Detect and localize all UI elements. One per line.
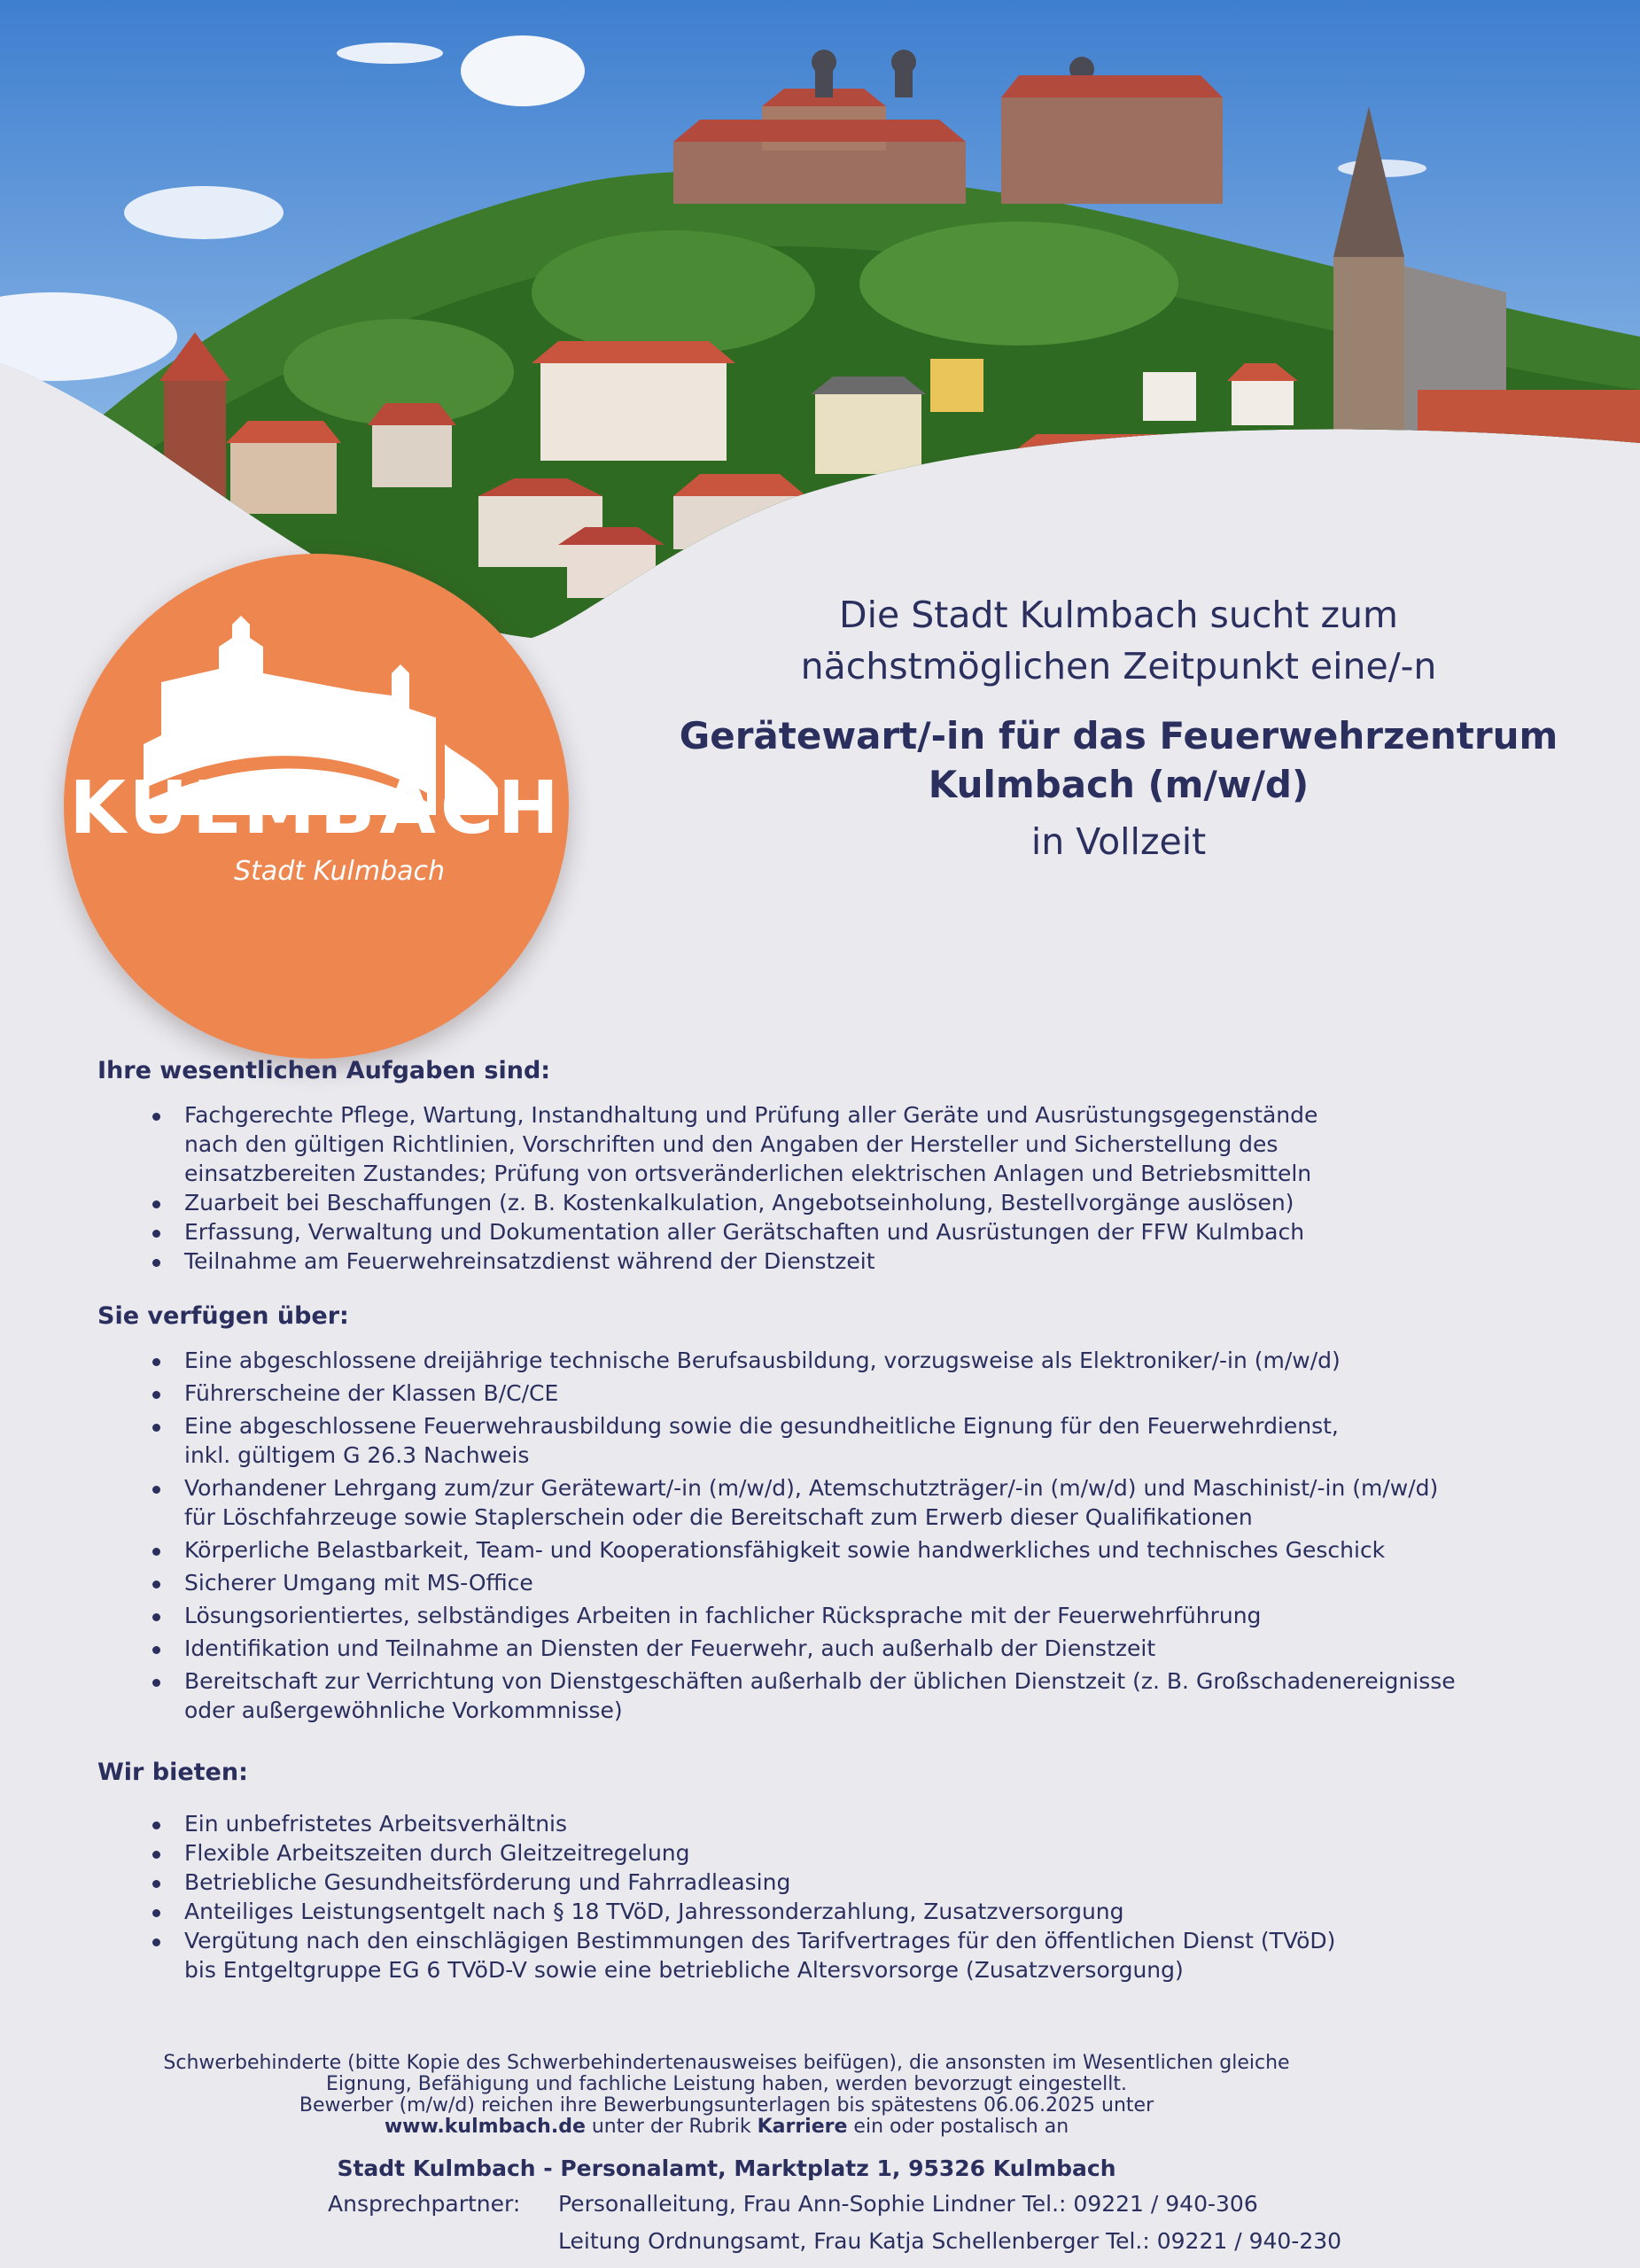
kulmbach-logo [64,554,569,1059]
contact-label: Ansprechpartner: [328,2190,521,2217]
website-link[interactable]: www.kulmbach.de [384,2116,586,2138]
bullet-icon [152,1851,160,1859]
list-item [97,1535,1586,1565]
footer-line-4-mid: unter der Rubrik [585,2116,758,2138]
footer-notice [124,2053,1329,2181]
list-item [97,1411,1586,1470]
bullet-icon [152,1259,160,1267]
list-item-line: Lösungsorientiertes, selbständiges Arbeiten in fachlicher Rücksprache mit der Feuerwehrführung [184,1603,1262,1628]
contact-2: Leitung Ordnungsamt, Frau Katja Schellenberger Tel.: 09221 / 940-230 [558,2227,1342,2254]
bullet-icon [152,1909,160,1917]
footer-line-1: Schwerbehinderte (bitte Kopie des Schwerbehindertenausweises beifügen), die ansonsten im Wesentlichen gleiche [163,2052,1290,2074]
bullet-icon [152,1424,160,1432]
list-item-line: oder außergewöhnliche Vorkommnisse) [184,1697,623,1723]
section-tasks [97,1057,1586,1276]
list-item [97,1379,1586,1408]
bullet-icon [152,1113,160,1121]
list-item-line: für Löschfahrzeuge sowie Staplerschein oder die Bereitschaft zum Erwerb dieser Qualifikationen [184,1504,1253,1530]
bullet-icon [152,1880,160,1888]
bullet-icon [152,1486,160,1494]
list-item-line: einsatzbereiten Zustandes; Prüfung von ortsveränderlichen elektrischen Anlagen und Betriebsmitteln [184,1161,1312,1186]
bullet-icon [152,1821,160,1829]
list-item-line: inkl. gültigem G 26.3 Nachweis [184,1442,530,1468]
section-offers [97,1759,1586,1984]
list-item-line: Vorhandener Lehrgang zum/zur Gerätewart/-in (m/w/d), Atemschutzträger/-in (m/w/d) und Maschinist/-in (m/w/d) [184,1475,1439,1501]
list-item-line: Anteiliges Leistungsentgelt nach § 18 TVöD, Jahressonderzahlung, Zusatzversorgung [184,1899,1124,1924]
list-item [97,1809,1586,1838]
list-item-line: Flexible Arbeitszeiten durch Gleitzeitregelung [184,1840,690,1866]
list-item [97,1634,1586,1663]
list-item-line: Vergütung nach den einschlägigen Bestimmungen des Tarifvertrages für den öffentlichen Dienst (TVöD) [184,1928,1336,1953]
list-item [97,1568,1586,1597]
bullet-icon [152,1646,160,1654]
tasks-heading: Ihre wesentlichen Aufgaben sind: [97,1057,551,1084]
list-item [97,1897,1586,1926]
logo-wordmark: KULMBACH [69,766,564,850]
logo-subtitle: Stadt Kulmbach [234,856,445,887]
list-item-line: Eine abgeschlossene dreijährige technische Berufsausbildung, vorzugsweise als Elektroniker/-in (m/w/d) [184,1348,1341,1373]
section-qualifications [97,1302,1586,1728]
list-item-line: Teilnahme am Feuerwehreinsatzdienst während der Dienstzeit [184,1248,875,1274]
job-title-1: Gerätewart/-in für das Feuerwehrzentrum [679,714,1558,757]
list-item-line: Fachgerechte Pflege, Wartung, Instandhaltung und Prüfung aller Geräte und Ausrüstungsgegenstände [184,1102,1318,1128]
bullet-icon [152,1358,160,1366]
contact-block [328,2185,1341,2259]
list-item-line: Zuarbeit bei Beschaffungen (z. B. Kostenkalkulation, Angebotseinholung, Bestellvorgänge auslösen) [184,1190,1294,1216]
bullet-icon [152,1581,160,1588]
list-item [97,1100,1586,1188]
bullet-icon [152,1679,160,1687]
list-item-line: Führerscheine der Klassen B/C/CE [184,1380,559,1406]
bullet-icon [152,1548,160,1556]
list-item-line: Körperliche Belastbarkeit, Team- und Kooperationsfähigkeit sowie handwerkliches und technisches Geschick [184,1537,1386,1563]
list-item-line: Identifikation und Teilnahme an Diensten der Feuerwehr, auch außerhalb der Dienstzeit [184,1635,1156,1661]
footer-line-2: Eignung, Befähigung und fachliche Leistung haben, werden bevorzugt eingestellt. [326,2073,1127,2095]
bullet-icon [152,1391,160,1399]
list-item [97,1217,1586,1247]
list-item-line: nach den gültigen Richtlinien, Vorschriften und den Angaben der Hersteller und Sicherstellung des [184,1131,1279,1157]
bullet-icon [152,1613,160,1621]
tasks-list [97,1100,1586,1276]
bullet-icon [152,1938,160,1946]
offers-heading: Wir bieten: [97,1759,248,1786]
list-item-line: Erfassung, Verwaltung und Dokumentation aller Gerätschaften und Ausrüstungen der FFW Kulmbach [184,1219,1305,1245]
list-item [97,1473,1586,1532]
bullet-icon [152,1200,160,1208]
list-item [97,1188,1586,1217]
contact-1: Personalleitung, Frau Ann-Sophie Lindner Tel.: 09221 / 940-306 [558,2190,1258,2217]
list-item-line: Bereitschaft zur Verrichtung von Dienstgeschäften außerhalb der üblichen Dienstzeit (z. B. Großschadenereignisse [184,1668,1456,1694]
hero-photo-plassenburg [0,0,1640,638]
job-title-2: Kulmbach (m/w/d) [928,763,1310,806]
headline-intro-1: Die Stadt Kulmbach sucht zum [839,594,1398,636]
list-item [97,1247,1586,1276]
list-item [97,1838,1586,1868]
list-item [97,1868,1586,1897]
list-item [97,1666,1586,1725]
rubric-karriere: Karriere [757,2116,848,2138]
list-item-line: Ein unbefristetes Arbeitsverhältnis [184,1811,568,1837]
postal-address: Stadt Kulmbach - Personalamt, Marktplatz 1, 95326 Kulmbach [337,2155,1116,2181]
headline-intro-2: nächstmöglichen Zeitpunkt eine/-n [800,645,1437,687]
hero-scene [0,0,1640,638]
employment-type: in Vollzeit [1030,820,1207,863]
list-item [97,1926,1586,1984]
list-item [97,1346,1586,1375]
headline [620,589,1617,867]
footer-line-4 [124,2117,1329,2138]
footer-line-3: Bewerber (m/w/d) reichen ihre Bewerbungsunterlagen bis spätestens 06.06.2025 unter [299,2094,1154,2117]
list-item [97,1601,1586,1630]
list-item-line: Betriebliche Gesundheitsförderung und Fahrradleasing [184,1869,791,1895]
footer-line-4-end: ein oder postalisch an [847,2116,1069,2138]
offers-list [97,1809,1586,1984]
qualifications-heading: Sie verfügen über: [97,1302,349,1330]
list-item-line: Eine abgeschlossene Feuerwehrausbildung sowie die gesundheitliche Eignung für den Feuerwehrdienst, [184,1413,1339,1439]
qualifications-list [97,1346,1586,1725]
list-item-line: bis Entgeltgruppe EG 6 TVöD-V sowie eine betriebliche Altersvorsorge (Zusatzversorgung) [184,1957,1184,1983]
list-item-line: Sicherer Umgang mit MS-Office [184,1570,533,1596]
bullet-icon [152,1230,160,1238]
